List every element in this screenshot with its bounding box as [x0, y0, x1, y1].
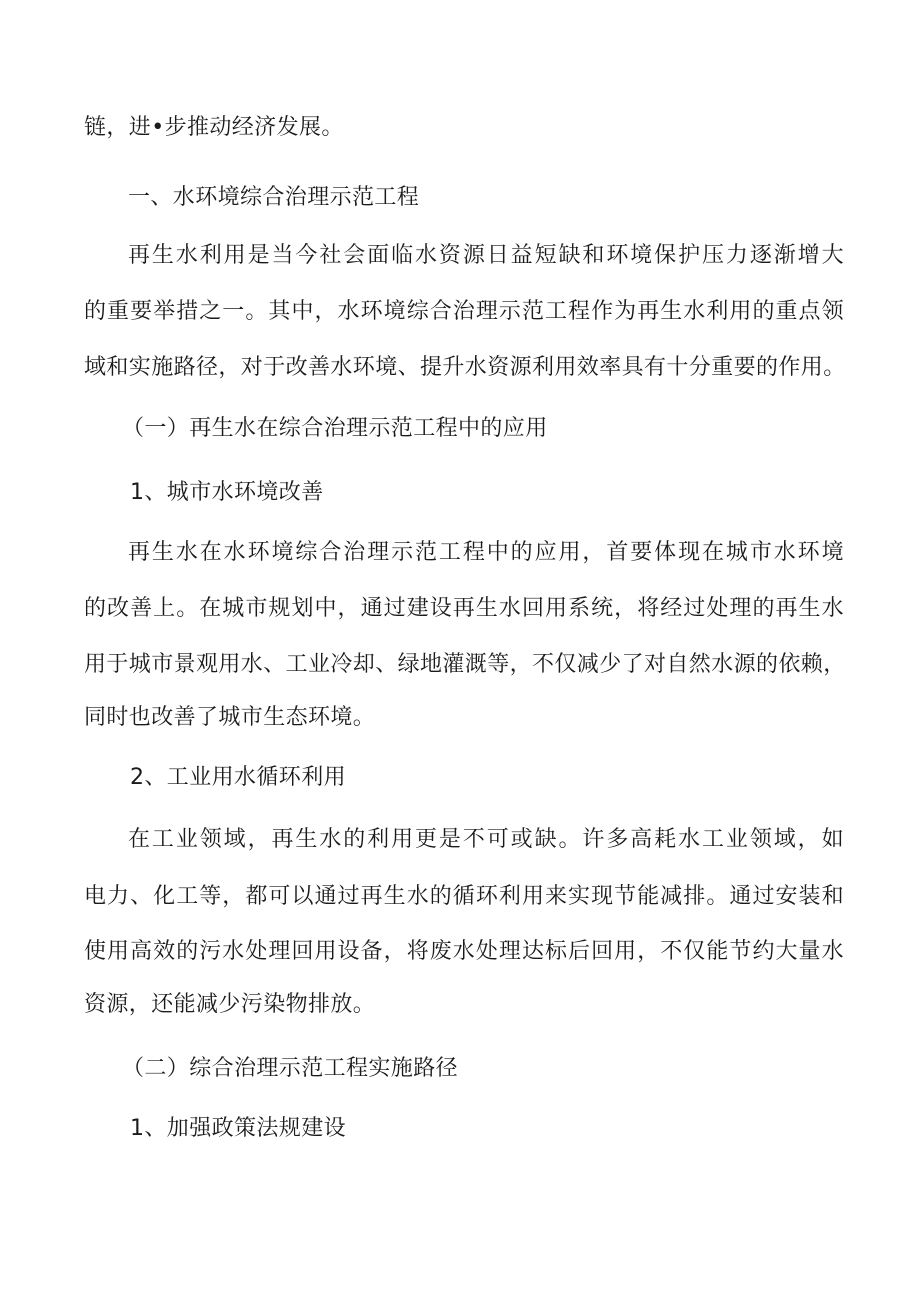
paragraph-line: 同时也改善了城市生态环境。	[84, 705, 376, 730]
paragraph-line: 用于城市景观用水、工业冷却、绿地灌溉等，不仅减少了对自然水源的依赖，	[84, 652, 846, 677]
paragraph-line: 的重要举措之一。其中，水环境综合治理示范工程作为再生水利用的重点领	[84, 299, 844, 324]
paragraph-line: 再生水利用是当今社会面临水资源日益短缺和环境保护压力逐渐增大	[128, 243, 844, 268]
paragraph-line: 的改善上。在城市规划中，通过建设再生水回用系统，将经过处理的再生水	[84, 596, 844, 621]
paragraph-line: 域和实施路径，对于改善水环境、提升水资源利用效率具有十分重要的作用。	[84, 355, 846, 380]
item-heading: 1、城市水环境改善	[130, 480, 324, 505]
item-heading: 2、工业用水循环利用	[130, 765, 346, 790]
item-heading: 1、加强政策法规建设	[130, 1116, 346, 1141]
paragraph-line: 再生水在水环境综合治理示范工程中的应用，首要体现在城市水环境	[128, 540, 844, 565]
subsection-heading: （二）综合治理示范工程实施路径	[122, 1056, 459, 1081]
paragraph-line: 使用高效的污水处理回用设备，将废水处理达标后回用，不仅能节约大量水	[84, 939, 844, 964]
subsection-heading: （一）再生水在综合治理示范工程中的应用	[122, 416, 548, 441]
paragraph-line: 资源，还能减少污染物排放。	[84, 992, 376, 1017]
paragraph-line: 电力、化工等，都可以通过再生水的循环利用来实现节能减排。通过安装和	[84, 884, 844, 909]
paragraph-line: 在工业领域，再生水的利用更是不可或缺。许多高耗水工业领域，如	[128, 827, 844, 852]
continuation-text: 链，进•步推动经济发展。	[84, 115, 344, 140]
section-heading: 一、水环境综合治理示范工程	[128, 185, 420, 210]
